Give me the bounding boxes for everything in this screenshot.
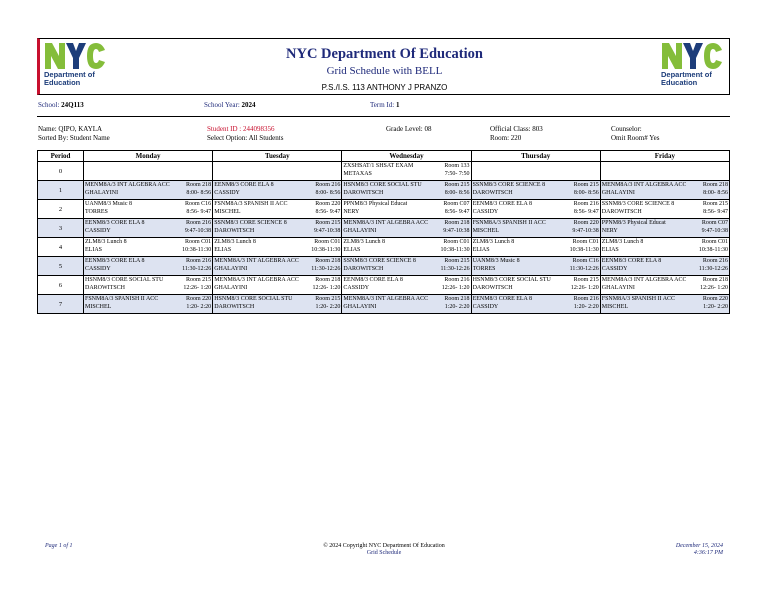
period-number: 6 — [38, 276, 84, 295]
school-year-value: 2024 — [241, 101, 256, 109]
course-name: EENM8/3 CORE ELA 8 — [214, 182, 274, 188]
course-name: HSNM8/3 CORE SOCIAL STU — [85, 277, 164, 283]
schedule-cell-thursday — [471, 200, 600, 219]
teacher-name: METAXAS — [343, 171, 372, 177]
teacher-name: GHALAYINI — [601, 285, 635, 291]
teacher-name: TORRES — [85, 209, 108, 215]
col-header-wednesday: Wednesday — [342, 151, 471, 162]
schedule-row — [38, 200, 730, 219]
schedule-cell-friday — [600, 276, 729, 295]
teacher-name: NERY — [343, 209, 360, 215]
term-label: Term Id: — [370, 101, 395, 109]
course-name: ZLM8/3 Lunch 8 — [472, 239, 515, 245]
schedule-header-row — [38, 151, 730, 162]
room-number: Room 215 — [573, 182, 599, 188]
teacher-name: GHALAYINI — [85, 190, 119, 196]
room-number: Room 215 — [444, 182, 470, 188]
room-number: Room C07 — [443, 201, 470, 207]
counselor-block — [611, 125, 659, 142]
schedule-cell-monday — [84, 181, 213, 200]
schedule-cell-tuesday — [213, 219, 342, 238]
class-time: 1:20- 2:20 — [315, 304, 341, 310]
course-name: SSNM8/3 CORE SCIENCE 8 — [343, 258, 416, 264]
room-number: Room 218 — [444, 296, 470, 302]
teacher-name: NERY — [601, 228, 618, 234]
report-title: NYC Department Of Education — [286, 46, 483, 62]
course-name: EENM8/3 CORE ELA 8 — [472, 201, 533, 207]
print-time: 4:36:17 PM — [693, 550, 723, 556]
teacher-name: DAROWITSCH — [472, 190, 513, 196]
col-header-friday: Friday — [600, 151, 729, 162]
course-name: SSNM8/3 CORE SCIENCE 8 — [214, 220, 287, 226]
schedule-cell-tuesday — [213, 295, 342, 314]
period-number: 7 — [38, 295, 84, 314]
class-time: 11:30-12:26 — [698, 266, 728, 272]
teacher-name: CASSIDY — [85, 228, 111, 234]
schedule-cell-monday — [84, 162, 213, 181]
room-number: Room 215 — [315, 296, 341, 302]
room-number: Room 215 — [186, 277, 212, 283]
course-name: MENM8A/3 INT ALGEBRA ACC — [601, 182, 687, 188]
student-id-block — [207, 125, 283, 142]
schedule-cell-monday — [84, 276, 213, 295]
schedule-cell-friday — [600, 181, 729, 200]
room-number: Room C07 — [701, 220, 728, 226]
teacher-name: ELIAS — [85, 247, 102, 253]
room-number: Room 218 — [702, 277, 728, 283]
period-number: 2 — [38, 200, 84, 219]
course-name: HSNM8/3 CORE SOCIAL STU — [472, 277, 551, 283]
course-name: SSNM8/3 CORE SCIENCE 8 — [472, 182, 546, 188]
schedule-cell-wednesday — [342, 162, 471, 181]
nyc-logo-icon — [661, 42, 723, 70]
schedule-cell-thursday — [471, 276, 600, 295]
teacher-name: GHALAYINI — [601, 190, 635, 196]
course-name: FSNM8A/3 SPANISH II ACC — [601, 296, 676, 302]
class-time: 12:26- 1:20 — [183, 285, 212, 291]
room-number: Room 216 — [444, 277, 470, 283]
room-number: Room 216 — [186, 258, 212, 264]
schedule-cell-thursday — [471, 295, 600, 314]
logo-caption-line2: Education — [661, 78, 698, 87]
room-number: Room C16 — [572, 258, 599, 264]
school-name: P.S./I.S. 113 ANTHONY J PRANZO — [321, 83, 448, 92]
class-time: 10:38-11:30 — [311, 247, 341, 253]
schedule-cell-monday — [84, 238, 213, 257]
course-name: FSNM8A/3 SPANISH II ACC — [472, 220, 546, 226]
schedule-cell-wednesday — [342, 219, 471, 238]
schedule-row — [38, 295, 730, 314]
class-time: 12:26- 1:20 — [570, 285, 599, 291]
room-number: Room 218 — [702, 182, 728, 188]
class-time: 8:56- 9:47 — [444, 209, 470, 215]
room-number: Room 133 — [444, 163, 470, 169]
period-number: 5 — [38, 257, 84, 276]
class-time: 7:50- 7:50 — [444, 171, 470, 177]
class-time: 12:26- 1:20 — [312, 285, 341, 291]
print-date: December 15, 2024 — [675, 543, 723, 549]
select-option: Select Option: All Students — [207, 133, 284, 142]
logo-caption-line1: Department of — [44, 70, 95, 79]
schedule-cell-wednesday — [342, 238, 471, 257]
schedule-cell-wednesday — [342, 276, 471, 295]
class-time: 10:38-11:30 — [569, 247, 599, 253]
schedule-cell-friday — [600, 162, 729, 181]
class-time: 8:56- 9:47 — [703, 209, 728, 215]
room-number: Room 215 — [702, 201, 728, 207]
room-number: Room 216 — [186, 220, 212, 226]
room-number: Room 220 — [702, 296, 728, 302]
schedule-cell-wednesday — [342, 257, 471, 276]
teacher-name: MISCHEL — [601, 304, 629, 310]
schedule-row — [38, 238, 730, 257]
period-number: 4 — [38, 238, 84, 257]
col-header-monday: Monday — [84, 151, 213, 162]
class-time: 8:56- 9:47 — [315, 209, 341, 215]
course-name: ZLM8/3 Lunch 8 — [214, 239, 256, 245]
teacher-name: MISCHEL — [214, 209, 241, 215]
sorted-by: Sorted By: Student Name — [38, 133, 110, 142]
room-number: Room 218 — [315, 277, 341, 283]
schedule-cell-thursday — [471, 181, 600, 200]
official-class: Official Class: 803 — [490, 125, 543, 133]
room-number: Room C01 — [185, 239, 212, 245]
course-name: MENM8A/3 INT ALGEBRA ACC — [85, 182, 170, 188]
course-name: EENM8/3 CORE ELA 8 — [85, 258, 145, 264]
schedule-row — [38, 276, 730, 295]
teacher-name: ELIAS — [472, 247, 490, 253]
schedule-cell-tuesday — [213, 238, 342, 257]
class-time: 11:30-12:26 — [569, 266, 599, 272]
logo-caption-line1: Department of — [661, 70, 712, 79]
teacher-name: CASSIDY — [472, 304, 499, 310]
class-time: 1:20- 2:20 — [703, 304, 728, 310]
page-number: Page 1 of 1 — [45, 543, 73, 549]
schedule-grid — [37, 150, 730, 314]
class-time: 1:20- 2:20 — [444, 304, 470, 310]
teacher-name: DAROWITSCH — [343, 266, 384, 272]
class-time: 10:38-11:30 — [440, 247, 470, 253]
course-name: EENM8/3 CORE ELA 8 — [472, 296, 533, 302]
schedule-cell-friday — [600, 238, 729, 257]
schedule-cell-wednesday — [342, 295, 471, 314]
course-name: PPNM8/3 Physical Educat — [601, 220, 666, 226]
class-time: 9:47-10:38 — [184, 228, 212, 234]
counselor: Counselor: — [611, 125, 642, 133]
class-time: 1:20- 2:20 — [573, 304, 599, 310]
teacher-name: CASSIDY — [601, 266, 628, 272]
schedule-cell-friday — [600, 219, 729, 238]
school-info — [38, 101, 84, 109]
student-name-block — [38, 125, 110, 142]
course-name: HSNM8/3 CORE SOCIAL STU — [214, 296, 293, 302]
teacher-name: DAROWITSCH — [343, 190, 384, 196]
room-number: Room 218 — [186, 182, 212, 188]
teacher-name: DAROWITSCH — [601, 209, 642, 215]
period-number: 0 — [38, 162, 84, 181]
course-name: FSNM8A/3 SPANISH II ACC — [85, 296, 159, 302]
grade-level: Grade Level: 08 — [386, 125, 432, 133]
teacher-name: CASSIDY — [85, 266, 111, 272]
class-time: 1:20- 2:20 — [186, 304, 212, 310]
teacher-name: GHALAYINI — [214, 285, 248, 291]
room-number: Room 220 — [573, 220, 599, 226]
course-name: ZLM8/3 Lunch 8 — [601, 239, 644, 245]
teacher-name: ELIAS — [343, 247, 361, 253]
room-number: Room 220 — [315, 201, 341, 207]
course-name: FSNM8A/3 SPANISH II ACC — [214, 201, 288, 207]
footer-center — [0, 543, 768, 557]
room-number: Room C01 — [443, 239, 470, 245]
course-name: ZXSHSAT/1 SHSAT EXAM — [343, 163, 414, 169]
course-name: MENM8A/3 INT ALGEBRA ACC — [214, 277, 299, 283]
class-time: 8:00- 8:56 — [444, 190, 470, 196]
schedule-cell-thursday — [471, 162, 600, 181]
room-number: Room 218 — [444, 220, 470, 226]
room-number: Room 215 — [573, 277, 599, 283]
room-number: Room 216 — [573, 296, 599, 302]
school-value: 24Q113 — [61, 101, 84, 109]
term-value: 1 — [395, 101, 400, 109]
class-time: 8:56- 9:47 — [573, 209, 599, 215]
class-time: 9:47-10:38 — [443, 228, 470, 234]
col-header-period: Period — [38, 151, 84, 162]
room: Room: 220 — [490, 133, 522, 142]
schedule-cell-thursday — [471, 219, 600, 238]
schedule-cell-friday — [600, 257, 729, 276]
print-datetime — [676, 543, 723, 557]
student-name: Name: QIPO, KAYLA — [38, 125, 103, 133]
schedule-cell-wednesday — [342, 181, 471, 200]
class-time: 8:56- 9:47 — [186, 209, 212, 215]
class-time: 10:38-11:30 — [698, 247, 728, 253]
room-number: Room 216 — [573, 201, 599, 207]
course-name: MENM8A/3 INT ALGEBRA ACC — [343, 296, 429, 302]
class-time: 10:38-11:30 — [182, 247, 212, 253]
schedule-cell-tuesday — [213, 257, 342, 276]
room-number: Room 218 — [315, 258, 341, 264]
room-number: Room C16 — [185, 201, 212, 207]
course-name: HSNM8/3 CORE SOCIAL STU — [343, 182, 422, 188]
room-number: Room 216 — [702, 258, 728, 264]
course-name: MENM8A/3 INT ALGEBRA ACC — [601, 277, 687, 283]
schedule-cell-thursday — [471, 257, 600, 276]
teacher-name: MISCHEL — [472, 228, 499, 234]
schedule-cell-tuesday — [213, 162, 342, 181]
schedule-cell-wednesday — [342, 200, 471, 219]
class-time: 12:26- 1:20 — [441, 285, 470, 291]
divider — [37, 116, 730, 117]
schedule-cell-tuesday — [213, 200, 342, 219]
class-time: 8:00- 8:56 — [315, 190, 341, 196]
school-label: School: — [38, 101, 60, 109]
report-subtitle: Grid Schedule with BELL — [326, 65, 443, 77]
course-name: PPNM8/3 Physical Educat — [343, 201, 408, 207]
class-time: 9:47-10:38 — [701, 228, 728, 234]
schedule-cell-friday — [600, 200, 729, 219]
col-header-thursday: Thursday — [471, 151, 600, 162]
class-time: 8:00- 8:56 — [703, 190, 728, 196]
nyc-doe-logo-right — [661, 42, 723, 88]
schedule-cell-friday — [600, 295, 729, 314]
teacher-name: DAROWITSCH — [214, 304, 255, 310]
logo-caption-line2: Education — [44, 78, 81, 87]
teacher-name: CASSIDY — [472, 209, 499, 215]
schedule-cell-monday — [84, 257, 213, 276]
teacher-name: MISCHEL — [85, 304, 112, 310]
teacher-name: ELIAS — [214, 247, 232, 253]
teacher-name: GHALAYINI — [343, 304, 377, 310]
teacher-name: GHALAYINI — [214, 266, 248, 272]
course-name: UANM8/3 Music 8 — [472, 258, 520, 264]
schedule-row — [38, 219, 730, 238]
period-number: 3 — [38, 219, 84, 238]
schedule-row — [38, 162, 730, 181]
class-time: 8:00- 8:56 — [186, 190, 212, 196]
course-name: EENM8/3 CORE ELA 8 — [601, 258, 662, 264]
class-time: 8:00- 8:56 — [573, 190, 599, 196]
schedule-cell-thursday — [471, 238, 600, 257]
course-name: MENM8A/3 INT ALGEBRA ACC — [343, 220, 429, 226]
class-time: 11:30-12:26 — [440, 266, 470, 272]
schedule-cell-monday — [84, 219, 213, 238]
teacher-name: CASSIDY — [214, 190, 240, 196]
student-id: Student ID : 244098356 — [207, 125, 275, 133]
schedule-row — [38, 257, 730, 276]
class-time: 11:30-12:26 — [182, 266, 212, 272]
room-number: Room 216 — [315, 182, 341, 188]
course-name: ZLM8/3 Lunch 8 — [343, 239, 386, 245]
omit-room: Omit Room# Yes — [611, 133, 660, 142]
schedule-cell-monday — [84, 295, 213, 314]
teacher-name: ELIAS — [601, 247, 619, 253]
course-name: UANM8/3 Music 8 — [85, 201, 133, 207]
class-time: 11:30-12:26 — [311, 266, 341, 272]
schedule-cell-monday — [84, 200, 213, 219]
room-number: Room C01 — [701, 239, 728, 245]
room-number: Room 215 — [315, 220, 341, 226]
schedule-row — [38, 181, 730, 200]
course-name: ZLM8/3 Lunch 8 — [85, 239, 127, 245]
class-time: 9:47-10:38 — [314, 228, 341, 234]
teacher-name: TORRES — [472, 266, 496, 272]
report-name: Grid Schedule — [366, 550, 402, 556]
teacher-name: GHALAYINI — [343, 228, 377, 234]
school-year-info — [204, 101, 256, 109]
course-name: EENM8/3 CORE ELA 8 — [343, 277, 403, 283]
period-number: 1 — [38, 181, 84, 200]
teacher-name: DAROWITSCH — [472, 285, 513, 291]
col-header-tuesday: Tuesday — [213, 151, 342, 162]
report-header — [37, 38, 730, 95]
room-number: Room 215 — [444, 258, 470, 264]
school-year-label: School Year: — [204, 101, 240, 109]
teacher-name: DAROWITSCH — [214, 228, 255, 234]
course-name: SSNM8/3 CORE SCIENCE 8 — [601, 201, 675, 207]
room-number: Room 220 — [186, 296, 212, 302]
term-info — [370, 101, 399, 109]
room-number: Room C01 — [314, 239, 341, 245]
class-time: 12:26- 1:20 — [700, 285, 728, 291]
teacher-name: DAROWITSCH — [85, 285, 125, 291]
course-name: MENM8A/3 INT ALGEBRA ACC — [214, 258, 299, 264]
room-number: Room C01 — [572, 239, 599, 245]
class-time: 9:47-10:38 — [572, 228, 599, 234]
schedule-cell-tuesday — [213, 181, 342, 200]
teacher-name: CASSIDY — [343, 285, 370, 291]
copyright: © 2024 Copyright NYC Department Of Education — [323, 543, 445, 549]
class-block — [490, 125, 543, 142]
schedule-cell-tuesday — [213, 276, 342, 295]
course-name: EENM8/3 CORE ELA 8 — [85, 220, 145, 226]
